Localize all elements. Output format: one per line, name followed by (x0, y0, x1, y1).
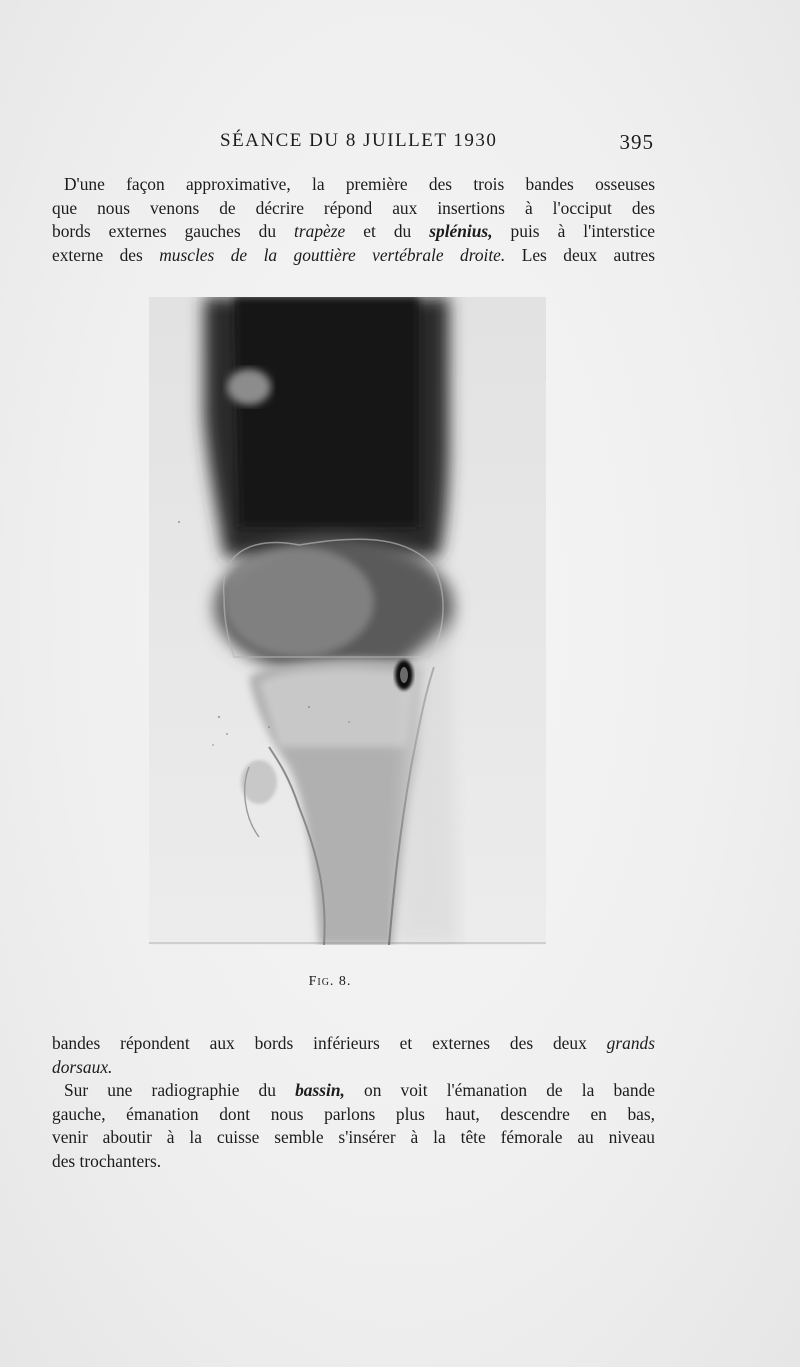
paragraph-intro (52, 173, 655, 267)
italic-term: grands (606, 1033, 655, 1053)
text-line: des trochanters. (52, 1150, 162, 1171)
paragraph-pelvis (52, 1079, 655, 1173)
italic-term: splénius, (429, 221, 493, 241)
italic-term: trapèze (294, 221, 346, 241)
text-line: que nous venons de décrire répond aux insertions à l'occiput des (52, 197, 655, 218)
text-line: bords externes gauches du trapèze et du splénius, puis à l'interstice (52, 221, 655, 241)
text-line: D'une façon approximative, la première des trois bandes osseuses (64, 174, 655, 194)
running-head-title: SÉANCE DU 8 JUILLET 1930 (220, 130, 498, 151)
text-line: Sur une radiographie du bassin, on voit l'émanation de la bande (64, 1080, 655, 1100)
radiograph-image (149, 297, 546, 945)
text-line: bandes répondent aux bords inférieurs et externes des deux grands (52, 1033, 655, 1053)
text-line: gauche, émanation dont nous parlons plus haut, descendre en bas, (52, 1103, 655, 1124)
text-line: venir aboutir à la cuisse semble s'insérer à la tête fémorale au niveau (52, 1127, 655, 1147)
paragraph-continuation (52, 1032, 655, 1079)
text-line: externe des muscles de la gouttière vertébrale droite. Les deux autres (52, 244, 656, 265)
italic-term: dorsaux. (52, 1056, 113, 1077)
figure-caption: Fig. 8. (308, 974, 352, 989)
italic-term: muscles de la gouttière vertébrale droite. (159, 244, 506, 265)
text-line (52, 1056, 655, 1080)
running-head (54, 130, 654, 158)
italic-term: bassin, (295, 1080, 345, 1100)
radiograph-figure (149, 297, 546, 945)
page-number: 395 (619, 130, 654, 154)
